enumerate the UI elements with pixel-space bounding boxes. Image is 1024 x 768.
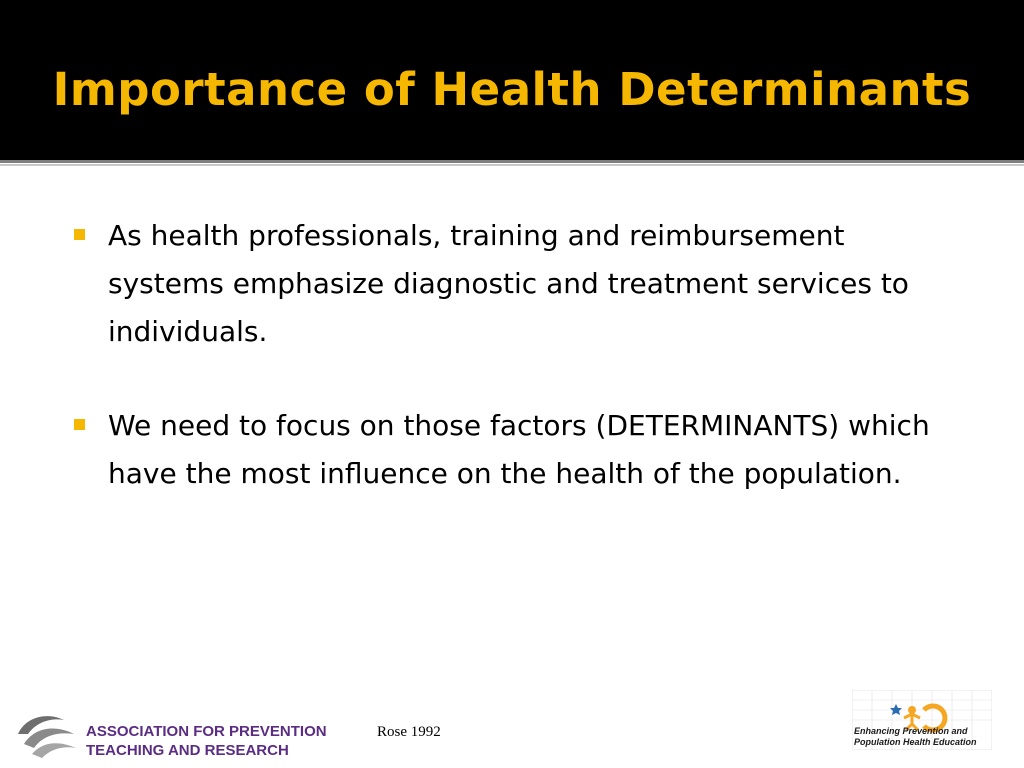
title-divider — [0, 160, 1024, 163]
org-name-line: TEACHING AND RESEARCH — [86, 742, 289, 759]
org-name — [86, 722, 327, 760]
right-logo-text — [854, 726, 977, 748]
bullet-text: As health professionals, training and reimbursement systems emphasize diagnostic and treatment services to individuals. — [108, 219, 909, 348]
bullet-item — [74, 402, 974, 498]
aptr-swoosh-logo-icon — [14, 704, 78, 758]
bullet-marker — [74, 229, 85, 240]
bullet-item — [74, 212, 974, 356]
bullet-text: We need to focus on those factors (DETERMINANTS) which have the most influence on the health of the population. — [108, 409, 930, 490]
org-name-line: ASSOCIATION FOR PREVENTION — [86, 723, 327, 740]
right-logo-line: Enhancing Prevention and — [854, 726, 968, 736]
slide-title: Importance of Health Determinants — [52, 63, 972, 116]
title-divider-light — [0, 164, 1024, 166]
bullet-list — [74, 212, 974, 544]
bullet-marker — [74, 419, 85, 430]
right-logo-line: Population Health Education — [854, 737, 977, 747]
citation: Rose 1992 — [377, 724, 441, 740]
